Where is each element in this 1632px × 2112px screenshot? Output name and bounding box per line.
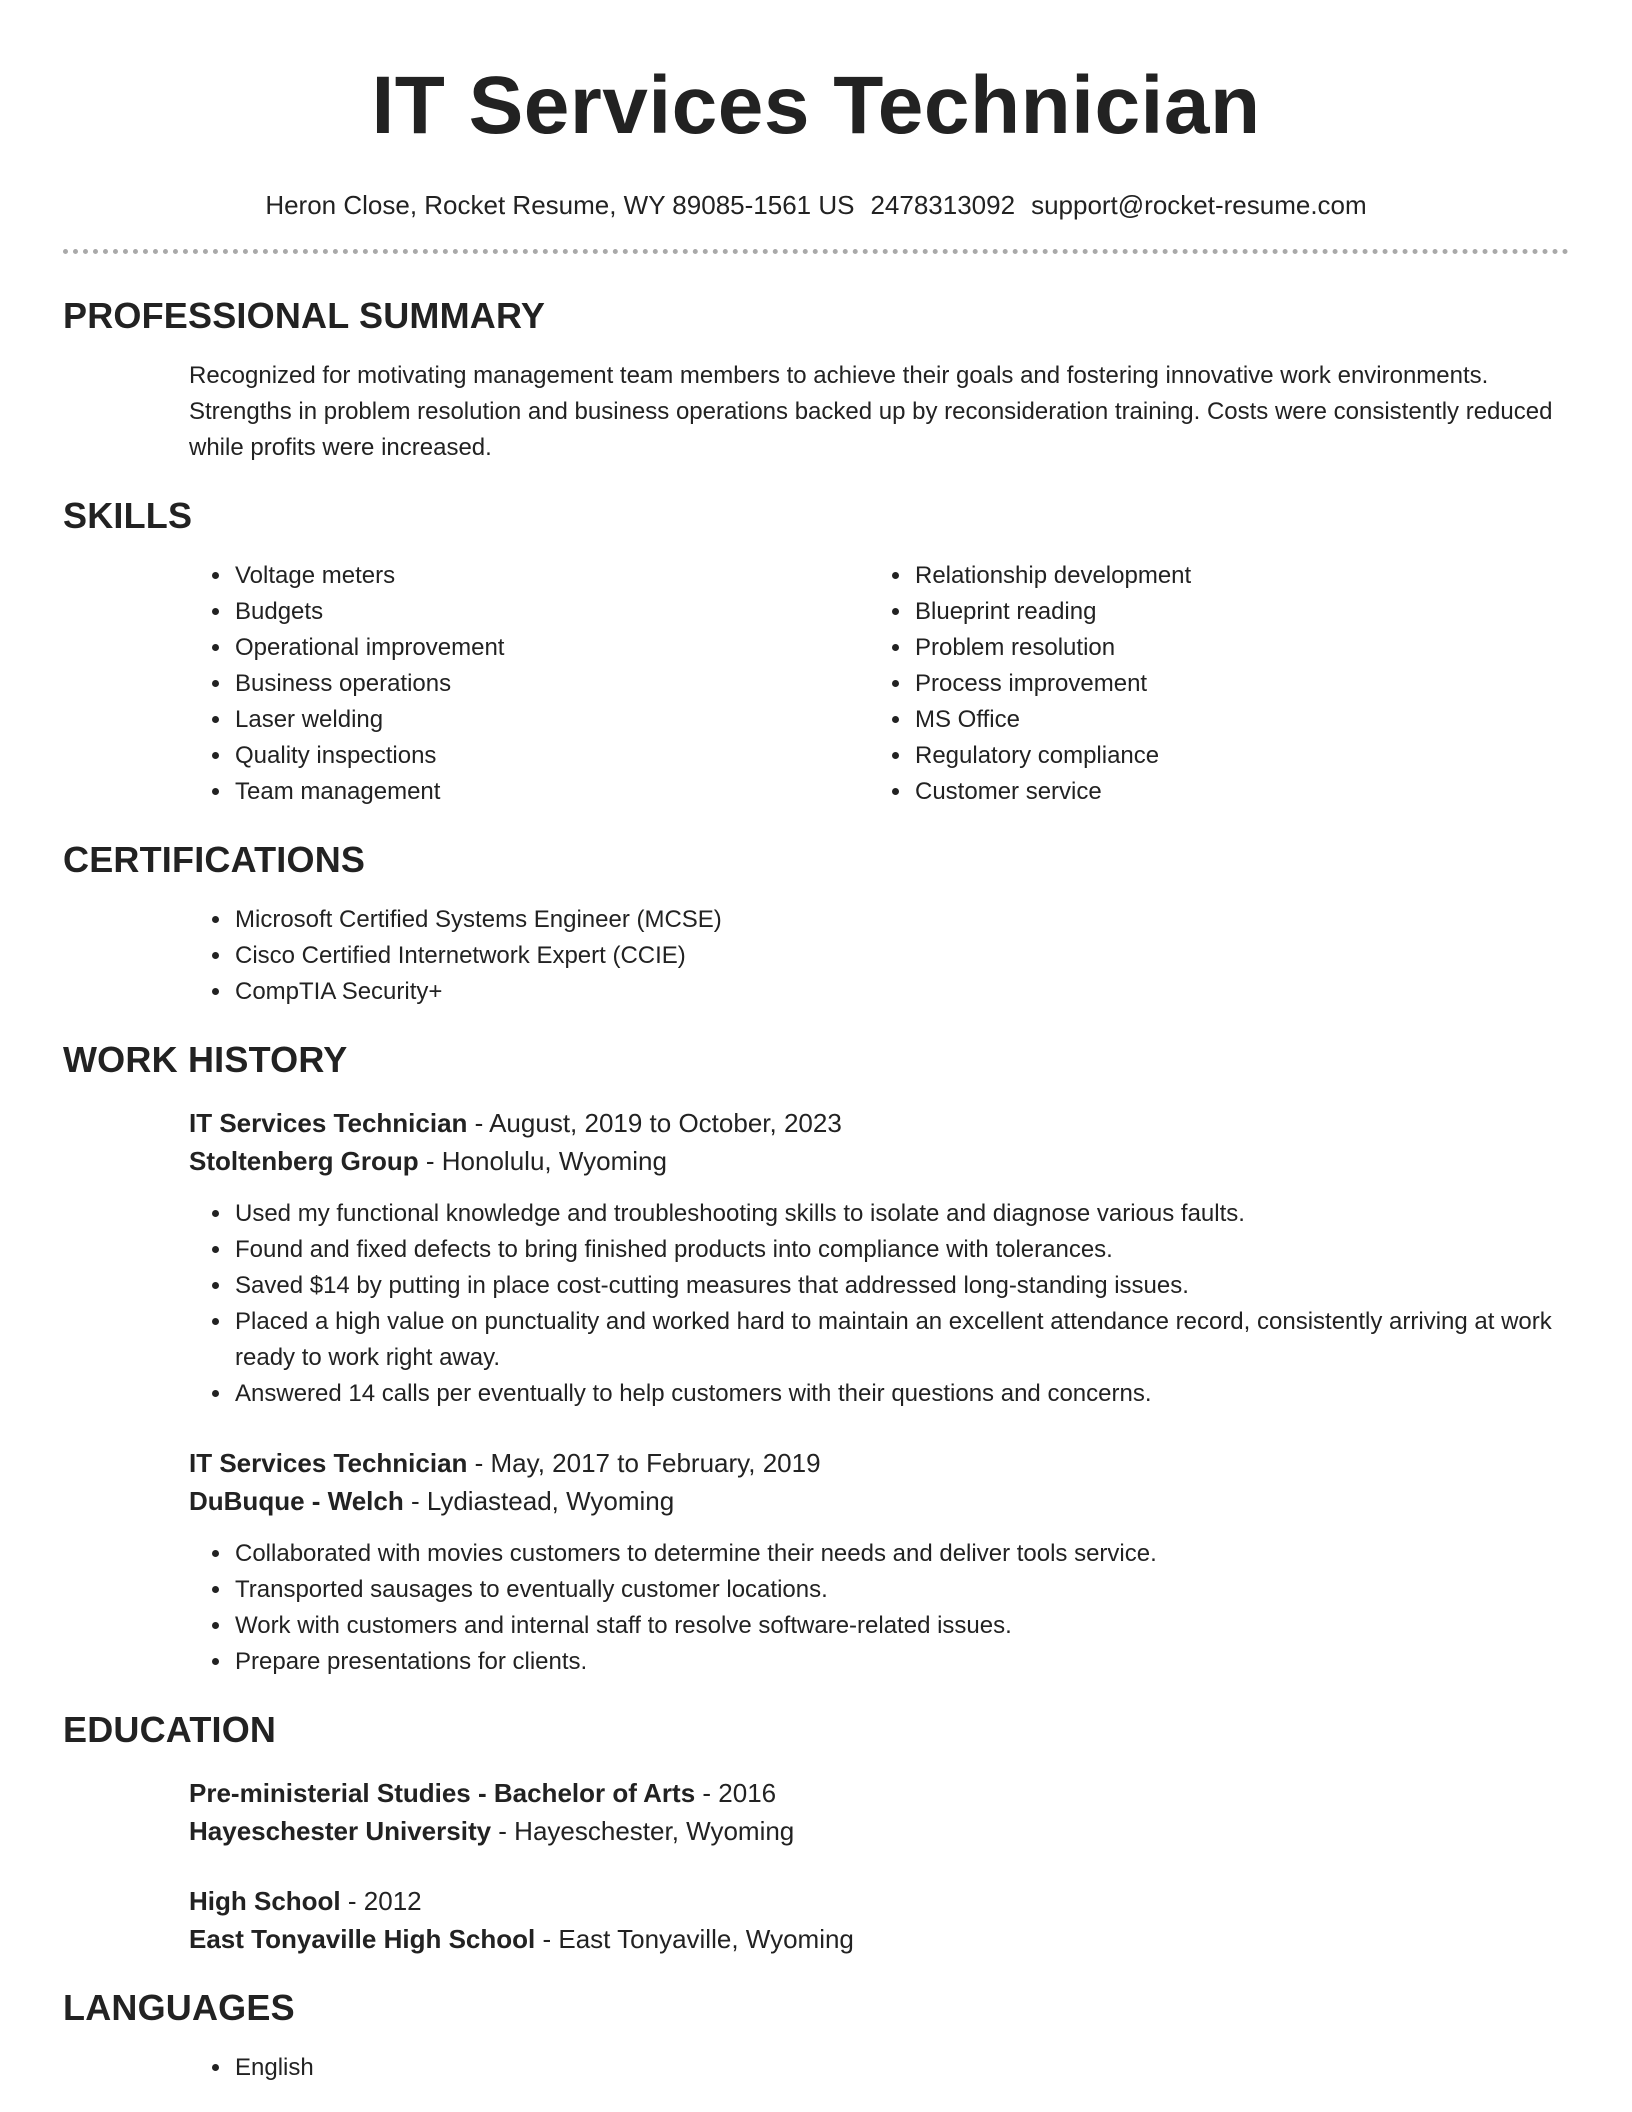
skill-item: • Quality inspections xyxy=(233,738,743,774)
skill-item: • Problem resolution xyxy=(913,630,1413,666)
skills-column-2 xyxy=(743,558,1413,810)
contact-address: Heron Close, Rocket Resume, WY 89085-1561 US xyxy=(265,190,855,220)
skills-columns xyxy=(63,558,1569,810)
job-company: DuBuque - Welch xyxy=(189,1486,404,1516)
skill-item: • Customer service xyxy=(913,774,1413,810)
skill-item: • Laser welding xyxy=(233,702,743,738)
school: East Tonyaville High School xyxy=(189,1924,536,1954)
candidate-name: IT Services Technician xyxy=(371,60,1261,151)
job-duties-list xyxy=(63,1196,1569,1412)
summary-section xyxy=(63,294,1569,466)
education-entry xyxy=(189,1882,1569,1958)
degree-line xyxy=(189,1774,1569,1812)
certification-item: • CompTIA Security+ xyxy=(233,974,1569,1010)
skills-section xyxy=(63,494,1569,810)
skill-item: • Voltage meters xyxy=(233,558,743,594)
summary-title: PROFESSIONAL SUMMARY xyxy=(63,295,546,336)
certification-item: • Cisco Certified Internetwork Expert (CCIE) xyxy=(233,938,1569,974)
job-duty: • Found and fixed defects to bring finished products into compliance with tolerances. xyxy=(233,1232,1569,1268)
skill-item: • MS Office xyxy=(913,702,1413,738)
school: Hayeschester University xyxy=(189,1816,492,1846)
languages-list xyxy=(63,2050,1569,2086)
job-company: Stoltenberg Group xyxy=(189,1146,419,1176)
job-dates: - August, 2019 to October, 2023 xyxy=(467,1108,842,1138)
certifications-title: CERTIFICATIONS xyxy=(63,839,366,880)
contact-email: support@rocket-resume.com xyxy=(1031,190,1367,220)
job-role-line xyxy=(189,1104,1569,1142)
job-duty: • Work with customers and internal staff to resolve software-related issues. xyxy=(233,1608,1569,1644)
job-duty: • Placed a high value on punctuality and worked hard to maintain an excellent attendance record, consistently arriving at work ready to work right away. xyxy=(233,1304,1569,1376)
work-history-title: WORK HISTORY xyxy=(63,1039,348,1080)
school-location: - East Tonyaville, Wyoming xyxy=(535,1924,854,1954)
education-title: EDUCATION xyxy=(63,1709,277,1750)
job-company-line xyxy=(189,1142,1569,1180)
skill-item: • Process improvement xyxy=(913,666,1413,702)
education-entry xyxy=(189,1774,1569,1850)
work-history-section xyxy=(63,1038,1569,1680)
education-section xyxy=(63,1708,1569,1958)
summary-text: Recognized for motivating management team members to achieve their goals and fostering innovative work environments. Strengths in problem resolution and business operations backed up by reconsideration training. Costs were consistently reduced while profits were increased. xyxy=(189,362,1553,461)
job-duty: • Transported sausages to eventually customer locations. xyxy=(233,1572,1569,1608)
header-divider xyxy=(63,249,1569,254)
skills-column-1 xyxy=(63,558,743,810)
skill-item: • Operational improvement xyxy=(233,630,743,666)
job-role: IT Services Technician xyxy=(189,1448,468,1478)
skill-item: • Team management xyxy=(233,774,743,810)
school-line xyxy=(189,1812,1569,1850)
skill-item: • Blueprint reading xyxy=(913,594,1413,630)
degree: High School xyxy=(189,1886,341,1916)
languages-section xyxy=(63,1986,1569,2086)
school-line xyxy=(189,1920,1569,1958)
job-duty: • Answered 14 calls per eventually to help customers with their questions and concerns. xyxy=(233,1376,1569,1412)
skills-title: SKILLS xyxy=(63,495,193,536)
contact-line xyxy=(63,188,1569,222)
certifications-section xyxy=(63,838,1569,1010)
contact-phone: 2478313092 xyxy=(870,190,1016,220)
skill-item: • Business operations xyxy=(233,666,743,702)
job-location: - Lydiastead, Wyoming xyxy=(403,1486,675,1516)
languages-title: LANGUAGES xyxy=(63,1987,295,2028)
job-role-line xyxy=(189,1444,1569,1482)
skill-item: • Relationship development xyxy=(913,558,1413,594)
job-duty: • Saved $14 by putting in place cost-cutting measures that addressed long-standing issues. xyxy=(233,1268,1569,1304)
job-company-line xyxy=(189,1482,1569,1520)
job-entry xyxy=(189,1444,1569,1520)
job-duty: • Used my functional knowledge and troubleshooting skills to isolate and diagnose various faults. xyxy=(233,1196,1569,1232)
language-item: • English xyxy=(233,2050,1569,2086)
school-location: - Hayeschester, Wyoming xyxy=(491,1816,795,1846)
certifications-list xyxy=(63,902,1569,1010)
job-entry xyxy=(189,1104,1569,1180)
job-location: - Honolulu, Wyoming xyxy=(418,1146,667,1176)
job-duties-list xyxy=(63,1536,1569,1680)
degree-year: - 2016 xyxy=(695,1778,777,1808)
degree-year: - 2012 xyxy=(340,1886,422,1916)
certification-item: • Microsoft Certified Systems Engineer (MCSE) xyxy=(233,902,1569,938)
skill-item: • Budgets xyxy=(233,594,743,630)
skill-item: • Regulatory compliance xyxy=(913,738,1413,774)
job-duty: • Collaborated with movies customers to determine their needs and deliver tools service. xyxy=(233,1536,1569,1572)
degree: Pre-ministerial Studies - Bachelor of Arts xyxy=(189,1778,696,1808)
job-role: IT Services Technician xyxy=(189,1108,468,1138)
job-dates: - May, 2017 to February, 2019 xyxy=(467,1448,821,1478)
degree-line xyxy=(189,1882,1569,1920)
job-duty: • Prepare presentations for clients. xyxy=(233,1644,1569,1680)
